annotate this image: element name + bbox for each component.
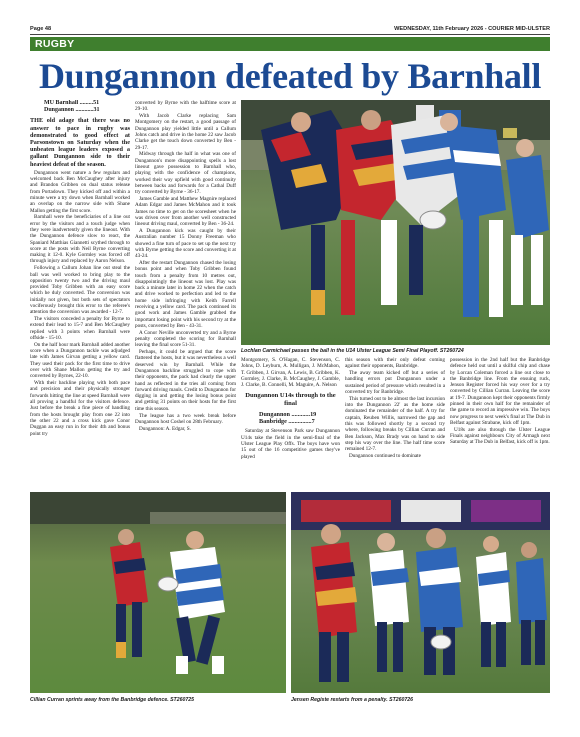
paragraph: A Dungannon kick was caught by their Australian number 15 Donny Freeman who showed a fine turn of pace to set up the next try with Byrne getting the score and converting it at 43-24. <box>135 227 236 260</box>
article-column-1 <box>30 100 130 488</box>
team-lineup-continued: Montgomery, S. O'Hagan, C. Stevenson, C. Johns, D. Leyburn, A. Mulligan, J. McMahon, T. Gribben, J. Girvan, A. Lewis, B. Gribben, K. Gormley, J. Clarke, B. McCaughey, J. Gamble, J. Clarke, B. Connelli, M. Maguire, A. Nelson <box>241 357 340 389</box>
paragraph: U18s are also through the Ulster League Finals against neighbours City of Armagh next Saturday at The Dub in Belfast, kick off is 1pm. <box>450 426 550 446</box>
photo-caption-bottom-right: Jensen Registe restarts from a penalty. ST260726 <box>291 697 414 703</box>
masthead-rule <box>30 34 550 35</box>
article-column-3 <box>241 357 340 488</box>
paragraph: The visitors conceded a penalty for Byrne to extend their lead to 15-7 and Ben McCaughey replied with 3 points when Barnhall were offside - 15-10. <box>30 316 130 342</box>
article-column-2 <box>135 100 236 488</box>
paragraph: Dungannon went nature a few regulars and welcomed back Ben McCaughey after injury and Brandon Gribben on dual status release from Portadown. They kicked off and within a minute were a try down when Barnhall worked an overlap on the narrow side with Shane Mallon getting the first score. <box>30 169 130 214</box>
photo-caption-top: Lochlan Carmichael passes the ball in the U14 Ulster League Semi Final Playoff. ST260724 <box>241 348 464 354</box>
u14-scoreline-away: Banbridge ...............7 <box>259 418 315 426</box>
headline: Dungannon defeated by Barnhall <box>38 56 542 96</box>
paragraph: With Jacob Clarke replacing Sam Montgomery on the restart, a good passage of Dungannon play yielded little until a Callum Johns catch and drive in the home 22 saw Jacob Clarke get the touch down converted by Ben - 29-17. <box>135 113 236 151</box>
article-column-4 <box>345 357 445 488</box>
section-banner <box>30 37 550 51</box>
publication-date: WEDNESDAY, 11th February 2026 - COURIER MID-ULSTER <box>394 26 550 32</box>
paragraph: The away team kicked off but a series of handling errors put Dungannon under a sustained period of pressure which resulted in a converted try for Banbridge. <box>345 370 445 395</box>
article-column-5 <box>450 357 550 488</box>
paragraph: Barnhall were the beneficiaries of a line out error by the visitors and a touch judge when they were inadvertently given the lineout. With the Dungannon defence slow to react, the Spaniard Matthias Giannetti scythed through to score at the posts with Neil Byrne converting making it 12-0. Kyle Gormley was forced off through injury and replaced by Aaron Nelson. <box>30 214 130 265</box>
paragraph: converted by Byrne with the halftime score at 29-10. <box>135 100 236 113</box>
paragraph: Midway through the half in what was one of Dungannon's more disappointing spells a lost lineout gave possession to Barnhall who, playing with the confidence of champions, worked their way upfield with good continuity between backs and forwards for a Cathal Duff try converted by Byrne - 36-17. <box>135 151 236 196</box>
section-label: RUGBY <box>35 38 75 50</box>
u14-subhead: Dungannon U14s through to the final <box>245 392 336 408</box>
article-intro: THE old adage that there was no answer to pace in rugby was demonstrated to good effect at Parsonstown on Saturday when the unbeaten league leaders exposed a gallant Dungannon side to their heaviest defeat of the season. <box>30 117 130 168</box>
page-number: Page 48 <box>30 26 52 32</box>
team-lineup: Dungannon: A. Edgar, S. <box>139 425 191 432</box>
scoreline-home: MU Barnhall .........51 <box>44 100 100 106</box>
paragraph: Following a Callum Johan line out steal the ball was well worked to bring play to the opposition twenty two and the driving maul provided Toby Gribben with an easy score which he duly converted. The conversion was initially not given, but both sets of spectators vociferously brought this error to the referee's attention the conversion was awarded - 12-7. <box>30 265 130 316</box>
u14-scoreline <box>259 411 340 426</box>
paragraph: After the restart Dungannon chased the losing bonus point and when Toby Gribben found touch from a penalty from 10 metres out, disappointingly the lineout was lost. Play was back a minute later in home 22 when the catch and drive worked to perfection and led to the home side infringing with Keith Farrell receiving a yellow card. The pack continued its good work and James Gamble grabbed the important losing point with his second try at the posts, converted by Ben - 43-31. <box>135 259 236 329</box>
scoreline <box>44 100 130 114</box>
paragraph: possession in the 2nd half but the Banbridge defence held out until a skilful chip and chase by Lorcan Coleman forced a line out close to the Banbridge line. From the ensuing ruck, Jenson Register forced his way over for a try converted by Cillian Curran. Leaving the score at 19-7. Dungannon kept their opponents firmly pinned in their own half for the remainder of the game to record an impressive win. The boys now progress to next week's final at The Dub in Belfast against Strabane, kick off 1pm. <box>450 357 550 426</box>
paragraph: Perhaps, it could be argued that the score flattered the hosts, but it was nevertheless a well deserved win by Barnhall. While the Dungannon backline struggled to cope with their opponents, the pack had clearly the upper hand as reflected in the tries all coming from forward driving mauls. Credit to Dungannon for digging in and getting the losing bonus point and getting 31 points on their hosts for the first time this season. <box>135 349 236 412</box>
u14-scoreline-home: Dungannon ............19 <box>259 410 317 418</box>
paragraph: This turned out to be almost the last incursion into the Dungannon 22' as the home side dominated the remainder of the half. A try for captain, Reuben Willis, narrowed the gap and this was followed shortly by a second try where, following breaks by Cillian Curran and Ben Jackson, Max Brady was on hand to side step his way over the line. The half time score remained 12-7. <box>345 395 445 453</box>
photo-bottom-left-sprint <box>30 492 286 693</box>
paragraph: Saturday at Stevenson Park saw Dungannon U14s take the field in the semi-final of the Ulster League Play Offs. The boys have won 15 out of the 16 competitive games they've played <box>241 428 340 460</box>
paragraph: The league has a two week break before Dungannon host Coshel on 28th February. <box>135 412 236 425</box>
photo-top-lineout <box>241 100 550 345</box>
paragraph: this season with their only defeat coming against their opponents, Banbridge. <box>345 357 445 370</box>
photo-bottom-right-penalty <box>291 492 550 693</box>
paragraph: A Conor Neville unconverted try and a Byrne penalty completed the scoring for Barnhall leaving the final score 51-31. <box>135 329 236 349</box>
paragraph: James Gamble and Matthew Magnire replaced Adam Edgar and James McMahon and it took James no time to get on the scoresheet when he was driven over from another well constructed lineout driving maul, converted by Ben - 36-24. <box>135 195 236 228</box>
paragraph: With their backline playing with both pace and precision and their physically stronger forwards hitting the line at speed Barnhall were all proving a handful for the visitors defence. Just before the break a fine piece of handling from the hosts brought play from one 22 into the other 22 and a cross kick gave Conor Duggan an easy run in for their 4th and bonus point try <box>30 380 130 437</box>
scoreline-away: Dungannon ............31 <box>44 107 100 114</box>
photo-caption-bottom-left: Cillian Curran sprints away from the Banbridge defence. ST260725 <box>30 697 195 703</box>
paragraph: On the half hour mark Barnhall added another score when a Dungannon tackle was adjudged late with James Girvan getting a yellow card. They used their pack for the first time to drive over with Shane Mallon getting the try and converted by Byrnes, 22-10. <box>30 341 130 380</box>
paragraph: Dungannon continued to dominate <box>349 452 421 459</box>
